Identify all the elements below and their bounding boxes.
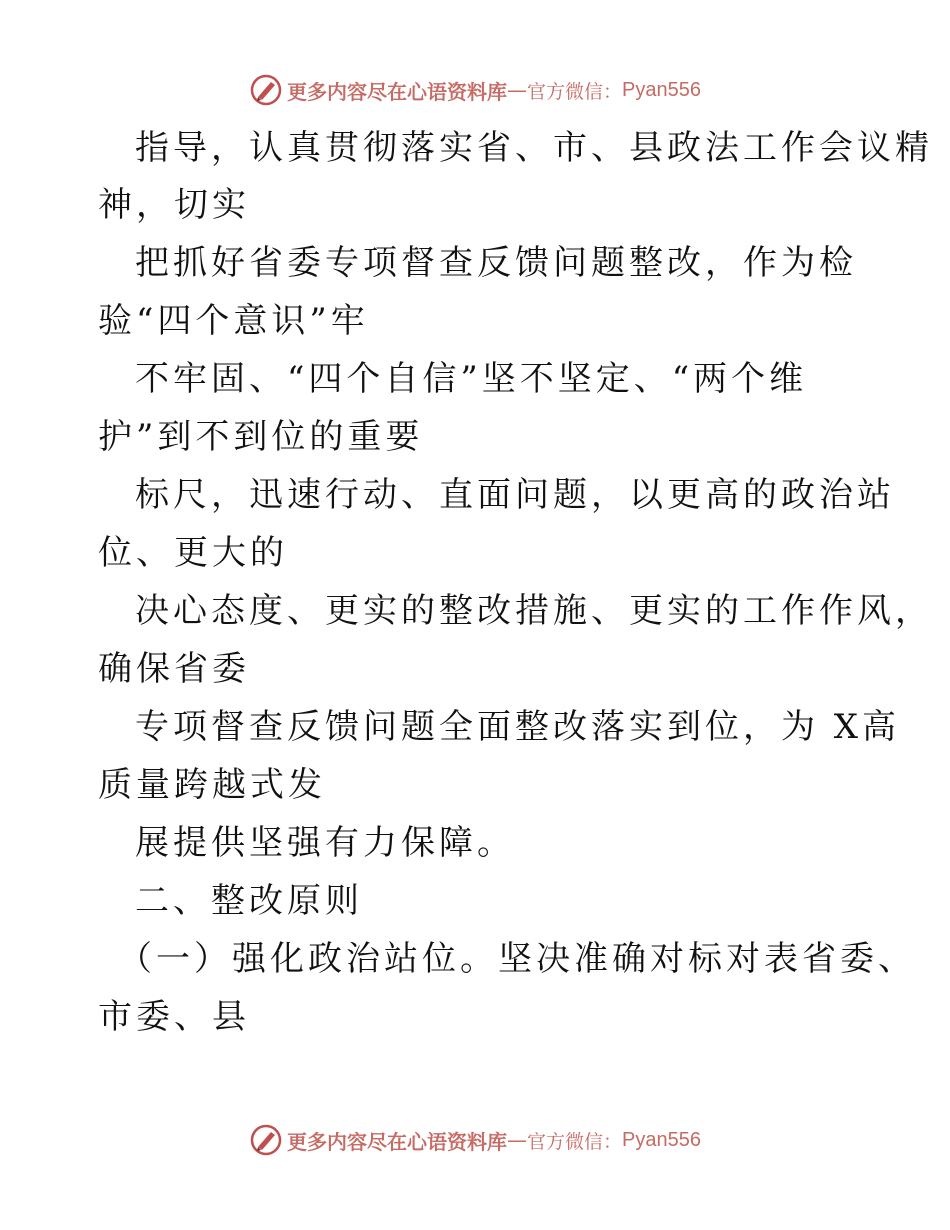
section-heading: 二、整改原则 bbox=[135, 881, 363, 921]
banner-dash: — bbox=[507, 78, 527, 102]
banner-sub-text: 官方微信： bbox=[527, 1130, 623, 1153]
banner-main-text: 更多内容尽在心语资料库 bbox=[287, 1129, 507, 1154]
body-line: 决心态度、更实的整改措施、更实的工作作风， bbox=[135, 591, 933, 631]
body-line: 标尺，迅速行动、直面问题，以更高的政治站 bbox=[135, 475, 895, 515]
banner-wechat-id: Pyan556 bbox=[622, 1128, 701, 1151]
body-line: 市委、县 bbox=[98, 997, 250, 1037]
body-line: 指导，认真贯彻落实省、市、县政法工作会议精 bbox=[135, 128, 933, 168]
body-line: （一）强化政治站位。坚决准确对标对表省委、 bbox=[118, 939, 916, 979]
body-line: 专项督查反馈问题全面整改落实到位，为 X高 bbox=[135, 707, 901, 747]
body-line: 不牢固、“四个自信”坚不坚定、“两个维 bbox=[135, 359, 808, 399]
banner-main-text: 更多内容尽在心语资料库 bbox=[287, 79, 507, 104]
body-line: 位、更大的 bbox=[98, 533, 288, 573]
body-line: 护”到不到位的重要 bbox=[98, 417, 424, 457]
body-line: 确保省委 bbox=[98, 649, 250, 689]
pen-logo-icon bbox=[249, 1123, 283, 1157]
banner-wechat-id: Pyan556 bbox=[622, 78, 701, 101]
body-line: 展提供坚强有力保障。 bbox=[135, 823, 515, 863]
pen-logo-icon bbox=[249, 73, 283, 107]
body-line: 验“四个意识”牢 bbox=[98, 301, 369, 341]
footer-watermark-banner bbox=[0, 1120, 950, 1160]
banner-sub-text: 官方微信： bbox=[527, 80, 623, 103]
body-line: 把抓好省委专项督查反馈问题整改，作为检 bbox=[135, 243, 857, 283]
body-line: 质量跨越式发 bbox=[98, 765, 326, 805]
banner-dash: — bbox=[507, 1128, 527, 1152]
body-line: 神，切实 bbox=[98, 185, 250, 225]
header-watermark-banner bbox=[0, 70, 950, 110]
